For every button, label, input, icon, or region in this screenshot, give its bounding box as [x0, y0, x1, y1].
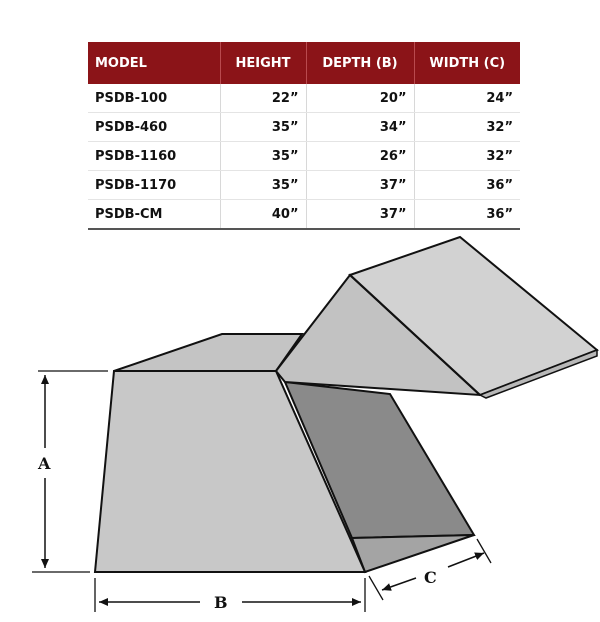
header-depth: DEPTH (B) — [306, 42, 414, 84]
cell-model: PSDB-100 — [88, 84, 220, 113]
dimension-c-extension-right — [477, 539, 491, 563]
cell-height: 40” — [220, 200, 306, 230]
header-model: MODEL — [88, 42, 220, 84]
cell-depth: 37” — [306, 171, 414, 200]
cell-model: PSDB-460 — [88, 113, 220, 142]
cell-height: 22” — [220, 84, 306, 113]
cell-width: 24” — [414, 84, 520, 113]
cell-model: PSDB-1160 — [88, 142, 220, 171]
box-bottom-slot — [352, 535, 474, 572]
cell-width: 32” — [414, 113, 520, 142]
cell-height: 35” — [220, 171, 306, 200]
cell-model: PSDB-1170 — [88, 171, 220, 200]
dimension-c-label: C — [424, 568, 437, 587]
cell-width: 36” — [414, 171, 520, 200]
cell-depth: 20” — [306, 84, 414, 113]
cell-height: 35” — [220, 113, 306, 142]
cell-width: 32” — [414, 142, 520, 171]
dimension-b-label: B — [214, 593, 228, 612]
dimension-c-arrow-right — [448, 553, 484, 567]
cell-depth: 37” — [306, 200, 414, 230]
dimension-a-label: A — [38, 454, 51, 473]
dimension-c-extension-left — [369, 576, 383, 600]
dimension-c-arrow-left — [382, 578, 416, 590]
cell-height: 35” — [220, 142, 306, 171]
cell-width: 36” — [414, 200, 520, 230]
header-height: HEIGHT — [220, 42, 306, 84]
cell-depth: 34” — [306, 113, 414, 142]
cell-model: PSDB-CM — [88, 200, 220, 230]
cell-depth: 26” — [306, 142, 414, 171]
box-top-face — [114, 334, 302, 371]
header-width: WIDTH (C) — [414, 42, 520, 84]
